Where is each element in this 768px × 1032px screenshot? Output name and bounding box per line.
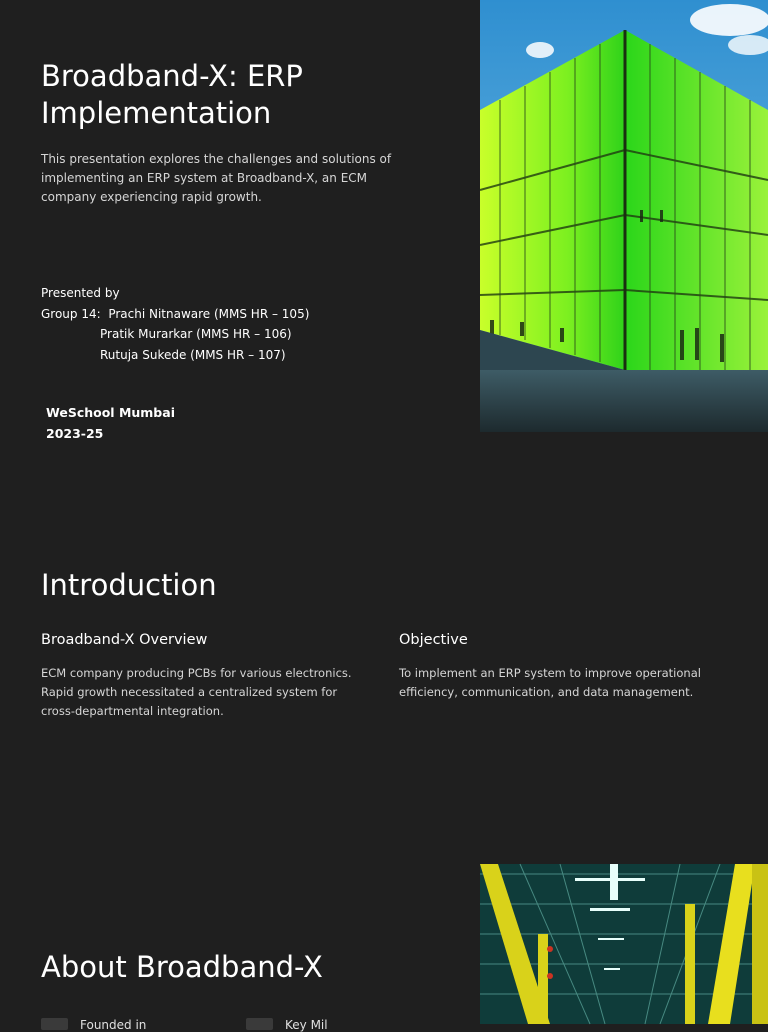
milestones-label: Key Mil [285, 1018, 328, 1032]
overview-text: ECM company producing PCBs for various electronics. Rapid growth necessitated a centralized system for cross-departmental integration. [41, 666, 352, 718]
founded-label: Founded in [80, 1018, 147, 1032]
introduction-slide [0, 432, 768, 864]
glass-building-image [480, 0, 768, 432]
objective-text: To implement an ERP system to improve operational efficiency, communication, and data management. [399, 666, 701, 699]
title-slide [0, 0, 768, 441]
presenter-name: Pratik Murarkar (MMS HR – 106) [100, 327, 292, 341]
about-title: About Broadband-X [41, 950, 323, 984]
presenters-block [41, 283, 309, 365]
objective-column [399, 632, 719, 702]
item-marker [246, 1018, 273, 1030]
objective-heading: Objective [399, 632, 468, 648]
presenter-name: Rutuja Sukede (MMS HR – 107) [100, 347, 286, 362]
overview-column [41, 632, 361, 721]
presentation-subtitle: This presentation explores the challenges and solutions of implementing an ERP system at Broadband-X, an ECM company experiencing rapid growth. [41, 152, 392, 204]
title-block [41, 58, 441, 207]
school-name: WeSchool Mumbai [46, 405, 175, 420]
presentation-title: Broadband-X: ERP Implementation [41, 59, 303, 130]
presented-by-label: Presented by [41, 286, 120, 300]
group-label: Group 14: [41, 306, 101, 321]
overview-heading: Broadband-X Overview [41, 632, 208, 648]
item-marker [41, 1018, 68, 1030]
about-slide [0, 864, 768, 1032]
presenter-name: Prachi Nitnaware (MMS HR – 105) [108, 306, 310, 321]
warehouse-image [480, 864, 768, 1024]
school-year: 2023-25 [46, 426, 104, 441]
introduction-title: Introduction [41, 568, 217, 602]
presenter-row [41, 304, 309, 325]
